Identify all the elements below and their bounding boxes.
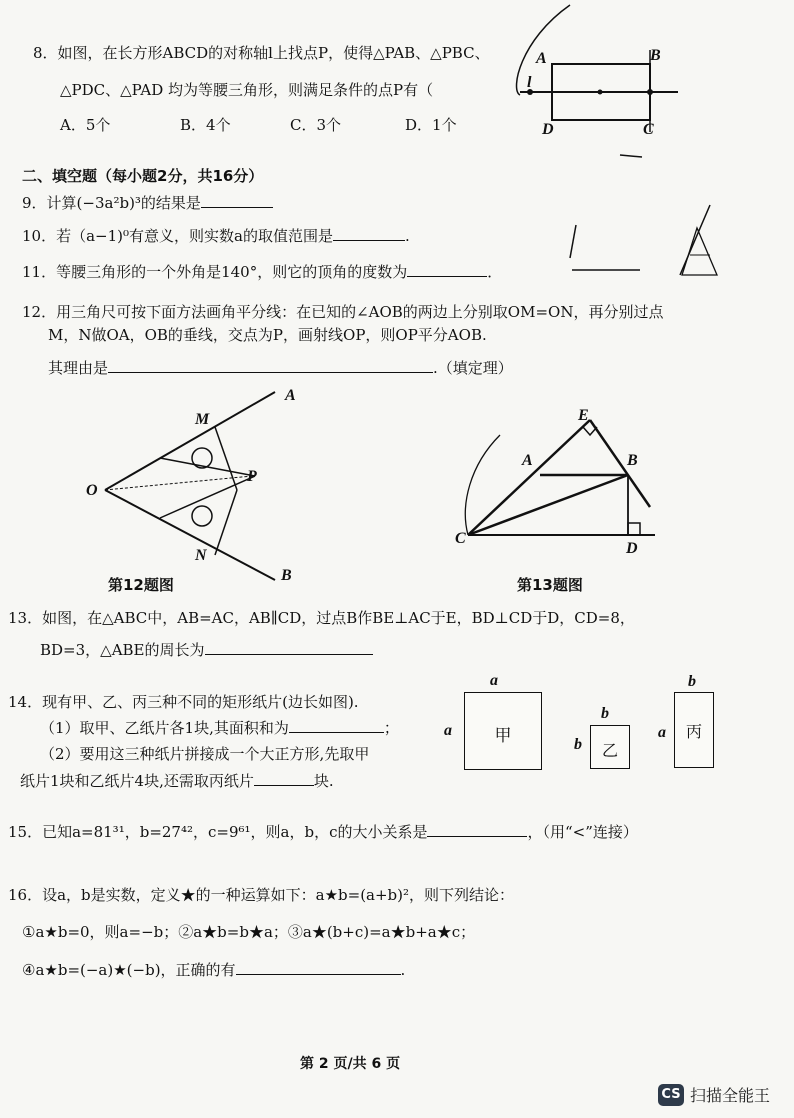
q13-line2: [40, 640, 373, 660]
card-yi-side-label: b: [574, 736, 582, 753]
q10-tail: .: [404, 227, 410, 245]
q12-label-o: O: [86, 482, 98, 499]
q14-line3: （2）要用这三种纸片拼接成一个大正方形,先取甲: [40, 745, 370, 763]
section-2-title: 二、填空题（每小题2分，共16分）: [22, 167, 264, 185]
q13-label-c: C: [455, 530, 466, 547]
scanner-brand-text: 扫描全能王: [690, 1086, 771, 1105]
q12-label-p: P: [247, 468, 257, 485]
q12-label-n: N: [195, 547, 207, 564]
card-bing: [674, 692, 714, 768]
card-yi-name: 乙: [601, 741, 618, 760]
q11-tail: ．: [487, 263, 503, 281]
card-bing-name: 丙: [685, 722, 702, 741]
q14-line1: 14．现有甲、乙、丙三种不同的矩形纸片(边长如图).: [8, 693, 359, 711]
card-jia-side-label: a: [444, 722, 452, 739]
q8-option-a: A．5个: [60, 116, 111, 134]
q14-line4: [20, 771, 334, 791]
q15-tail: ，（用“<”连接）: [527, 823, 638, 841]
q15-text: [8, 822, 638, 842]
q8-option-b: B．4个: [180, 116, 231, 134]
q13-answer-blank[interactable]: [205, 640, 373, 655]
q12-answer-blank[interactable]: [108, 358, 433, 373]
q13-line1: 13．如图，在△ABC中，AB=AC，AB∥CD，过点B作BE⊥AC于E，BD⊥CD于D，CD=8，: [8, 609, 635, 627]
q14-line2: [40, 718, 399, 738]
q12-line1: 12．用三角尺可按下面方法画角平分线：在已知的∠AOB的两边上分别取OM=ON，再分别过点: [22, 303, 664, 321]
scanner-watermark: [658, 1083, 770, 1106]
q12-reason: [48, 358, 513, 378]
q16-line3: [22, 960, 405, 980]
q15-prompt: 15．已知a=81³¹，b=27⁴²，c=9⁶¹，则a，b，c的大小关系是: [8, 823, 428, 841]
q14-part2-prompt: 纸片1块和乙纸片4块,还需取丙纸片: [20, 772, 254, 790]
q8-label-d: D: [542, 121, 554, 138]
q10-prompt: 10．若（a−1)⁰有意义，则实数a的取值范围是: [22, 227, 333, 245]
q9-answer-blank[interactable]: [201, 193, 273, 208]
q8-option-c: C．3个: [290, 116, 342, 134]
q16-prompt: ④a★b=(−a)★(−b)，正确的有: [22, 961, 236, 979]
q14-part1-prompt: （1）取甲、乙纸片各1块,其面积和为: [40, 719, 289, 737]
q11-prompt: 11．等腰三角形的一个外角是140°，则它的顶角的度数为: [22, 263, 408, 281]
q13-label-a: A: [522, 452, 533, 469]
q8-label-b: B: [650, 47, 661, 64]
q14-part1-tail: ；: [383, 719, 399, 737]
q16-line2: ①a★b=0，则a=−b；②a★b=b★a；③a★(b+c)=a★b+a★c；: [22, 923, 476, 941]
q16-line1: 16．设a，b是实数，定义★的一种运算如下：a★b=(a+b)²，则下列结论：: [8, 886, 515, 904]
q12-reason-prefix: 其理由是: [48, 359, 109, 377]
q8-label-a: A: [536, 50, 547, 67]
q9-text: [22, 193, 273, 213]
q13-caption: 第13题图: [517, 576, 583, 594]
q16-tail: .: [400, 961, 406, 979]
q10-answer-blank[interactable]: [333, 226, 405, 241]
q8-label-c: C: [643, 121, 654, 138]
q12-label-a: A: [285, 387, 296, 404]
q8-line2: △PDC、△PAD 均为等腰三角形，则满足条件的点P有（: [60, 81, 434, 99]
q14-part2-blank[interactable]: [254, 771, 314, 786]
q9-prompt: 9．计算(−3a²b)³的结果是: [22, 194, 201, 212]
q13-label-b: B: [627, 452, 638, 469]
q12-caption: 第12题图: [108, 576, 174, 594]
q11-answer-blank[interactable]: [407, 262, 487, 277]
q13-label-d: D: [626, 540, 638, 557]
q8-label-l: l: [527, 74, 532, 91]
q8-option-d: D．1个: [405, 116, 457, 134]
card-bing-top-label: b: [688, 673, 696, 690]
card-jia-name: 甲: [494, 726, 512, 746]
q14-part1-blank[interactable]: [289, 718, 384, 733]
q12-label-m: M: [195, 411, 210, 428]
q12-line2: M，N做OA，OB的垂线，交点为P，画射线OP，则OP平分AOB.: [48, 326, 487, 344]
card-bing-side-label: a: [658, 724, 666, 741]
card-yi: [590, 725, 630, 769]
card-jia-top-label: a: [490, 672, 498, 689]
q16-answer-blank[interactable]: [236, 960, 401, 975]
q12-label-b: B: [281, 567, 292, 584]
q14-part2-tail: 块.: [313, 772, 334, 790]
card-yi-top-label: b: [601, 705, 609, 722]
scanner-logo-icon: CS: [658, 1084, 684, 1106]
page-number: 第 2 页/共 6 页: [300, 1056, 401, 1072]
q13-label-e: E: [578, 407, 589, 424]
card-jia: [464, 692, 542, 770]
q11-sketch-figure: [560, 200, 730, 290]
q12-reason-suffix: .（填定理）: [433, 359, 513, 377]
q10-text: [22, 226, 410, 246]
q11-text: [22, 262, 502, 282]
q13-prompt: BD=3，△ABE的周长为: [40, 641, 205, 659]
q15-answer-blank[interactable]: [427, 822, 527, 837]
q8-line1: 8．如图，在长方形ABCD的对称轴l上找点P，使得△PAB、△PBC、: [33, 44, 490, 62]
